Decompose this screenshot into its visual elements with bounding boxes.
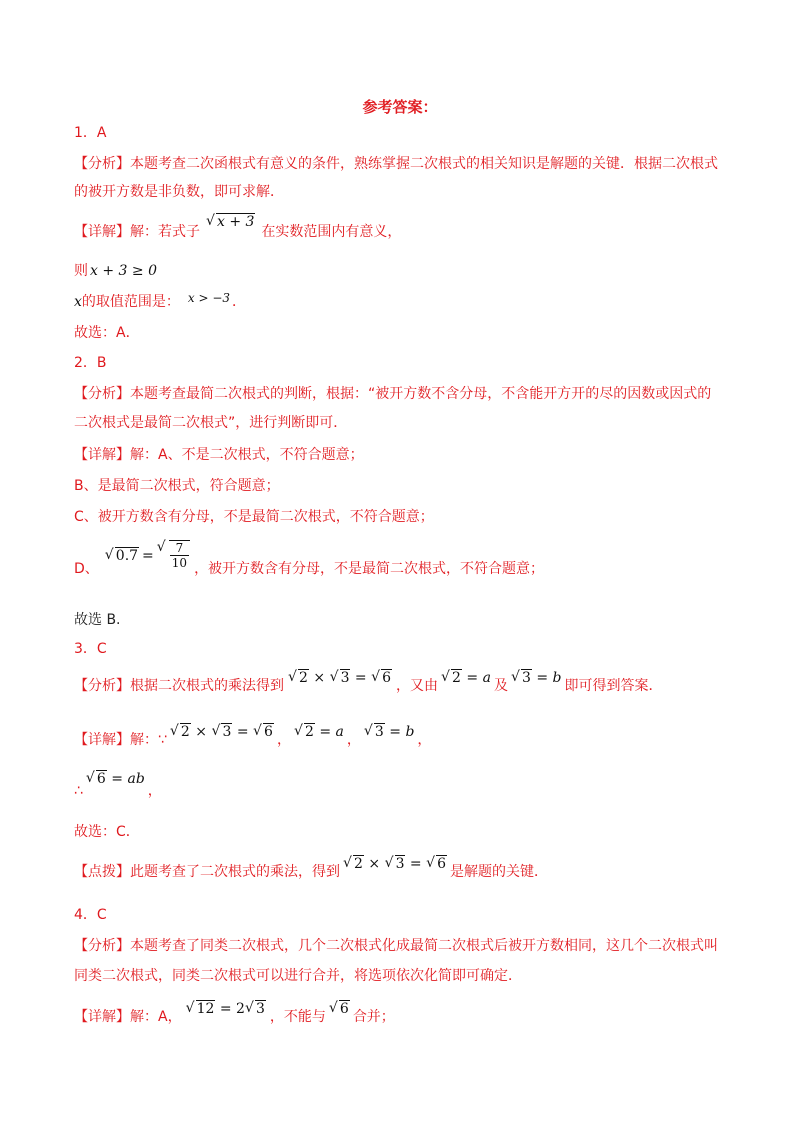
q1-number: 1．A [74, 125, 107, 141]
q1-then-prefix: 则 [74, 263, 88, 279]
q1-then [74, 260, 157, 280]
q4-detail [74, 1001, 395, 1026]
q3-therefore: ∴√ 6 = ab， [74, 780, 162, 800]
q1-choose: 故选：A． [74, 325, 140, 341]
q3-analysis-mid: ，又由 [396, 678, 439, 694]
q1-range-end: ． [232, 294, 247, 310]
q2-fraction [170, 541, 189, 570]
q4-analysis-line1: 【分析】本题考查了同类二次根式，几个二次根式化成最简二次根式后被开方数相同，这几个二次根式叫 [74, 938, 718, 954]
q2-lhs-radicand: 0.7 [115, 547, 139, 564]
q2-equation: √ 0.7 = √ $\frac{7}{10}$ [105, 540, 190, 570]
q2-detail-a: 【详解】解：A、不是二次根式，不符合题意； [74, 447, 364, 463]
q3-analysis [74, 670, 663, 695]
q4-detail-prefix: 【详解】解：A， [74, 1009, 182, 1025]
q3-tip-product: √ 2 × √ 3 = √ 6 [343, 856, 447, 872]
q4-analysis-line2: 同类二次根式，同类二次根式可以进行合并，将选项依次化简即可确定． [74, 968, 522, 984]
q3-result: √ 6 = ab [86, 771, 145, 787]
q2-detail-d-suffix: ，被开方数含有分母，不是最简二次根式，不符合题意； [194, 561, 545, 577]
q3-detail-product: √ 2 × √ 3 = √ 6 [170, 724, 274, 740]
q2-detail-d [74, 540, 545, 577]
q1-sqrt-expression [206, 214, 255, 230]
q3-detail-prefix: 【详解】解：∵ [74, 732, 167, 748]
q3-detail: 【详解】解：∵√ 2 × √ 3 = √ 6 ，√ 2 = a ，√ 3 = b ， [74, 729, 431, 749]
q3-detail-eq-b: √ 3 = b [364, 724, 415, 740]
q3-analysis-product: √ 2 × √ 3 = √ 6 [288, 670, 392, 686]
q4-number: 4．C [74, 907, 107, 923]
q3-tip [74, 856, 549, 881]
q1-range-text: 的取值范围是： [81, 294, 180, 310]
q2-fraction-denominator: 10 [171, 556, 188, 570]
page-title: 参考答案： [362, 98, 438, 116]
q1-analysis-line2: 的被开方数是非负数，即可求解． [74, 184, 284, 200]
q1-range-variable: x [74, 294, 82, 310]
q4-sqrt6: √ 6 [329, 1001, 350, 1017]
q2-analysis-line2: 二次根式是最简二次根式”，进行判断即可． [74, 415, 348, 431]
q4-simplification: √ 12 = 2√ 3 [186, 1001, 266, 1017]
q3-choose: 故选：C． [74, 824, 140, 840]
q3-analysis-eq-b: √ 3 = b [511, 670, 562, 686]
q3-detail-eq-a: √ 2 = a [294, 724, 344, 740]
q1-radicand: x + 3 [217, 214, 255, 230]
q3-analysis-and: 及 [493, 678, 508, 694]
q2-fraction-numerator: √ 7 [170, 541, 189, 556]
q4-detail-mid: ，不能与 [269, 1009, 326, 1025]
q1-detail [74, 214, 402, 241]
q2-detail-d-prefix: D、 [74, 561, 99, 577]
q1-detail-prefix: 【详解】解：若式子 [74, 224, 200, 240]
q2-analysis-line1: 【分析】本题考查最简二次根式的判断，根据：“被开方数不含分母，不含能开方开的尽的因数或因式的 [74, 386, 712, 402]
q2-detail-c: C、被开方数含有分母，不是最简二次根式，不符合题意； [74, 509, 434, 525]
q3-number: 3．C [74, 641, 107, 657]
q2-detail-b: B、是最简二次根式，符合题意； [74, 478, 280, 494]
q3-analysis-eq-a: √ 2 = a [441, 670, 491, 686]
q3-analysis-suffix: 即可得到答案． [564, 678, 663, 694]
q4-detail-suffix: 合并； [352, 1009, 395, 1025]
q1-range [74, 291, 246, 311]
q1-detail-suffix: 在实数范围内有意义， [261, 224, 402, 240]
therefore-symbol: ∴ [74, 783, 83, 799]
q2-number: 2．B [74, 355, 107, 371]
q2-choose: 故选 B. [74, 612, 121, 628]
q3-tip-suffix: 是解题的关键． [450, 864, 549, 880]
q3-analysis-prefix: 【分析】根据二次根式的乘法得到 [74, 678, 284, 694]
q1-range-result: x > −3 [187, 291, 231, 305]
q1-inequality: x + 3 ≥ 0 [90, 263, 157, 279]
q3-tip-prefix: 【点拨】此题考查了二次根式的乘法，得到 [74, 864, 340, 880]
q1-analysis-line1: 【分析】本题考查二次函根式有意义的条件，熟练掌握二次根式的相关知识是解题的关键．根据二次根式 [74, 156, 718, 172]
